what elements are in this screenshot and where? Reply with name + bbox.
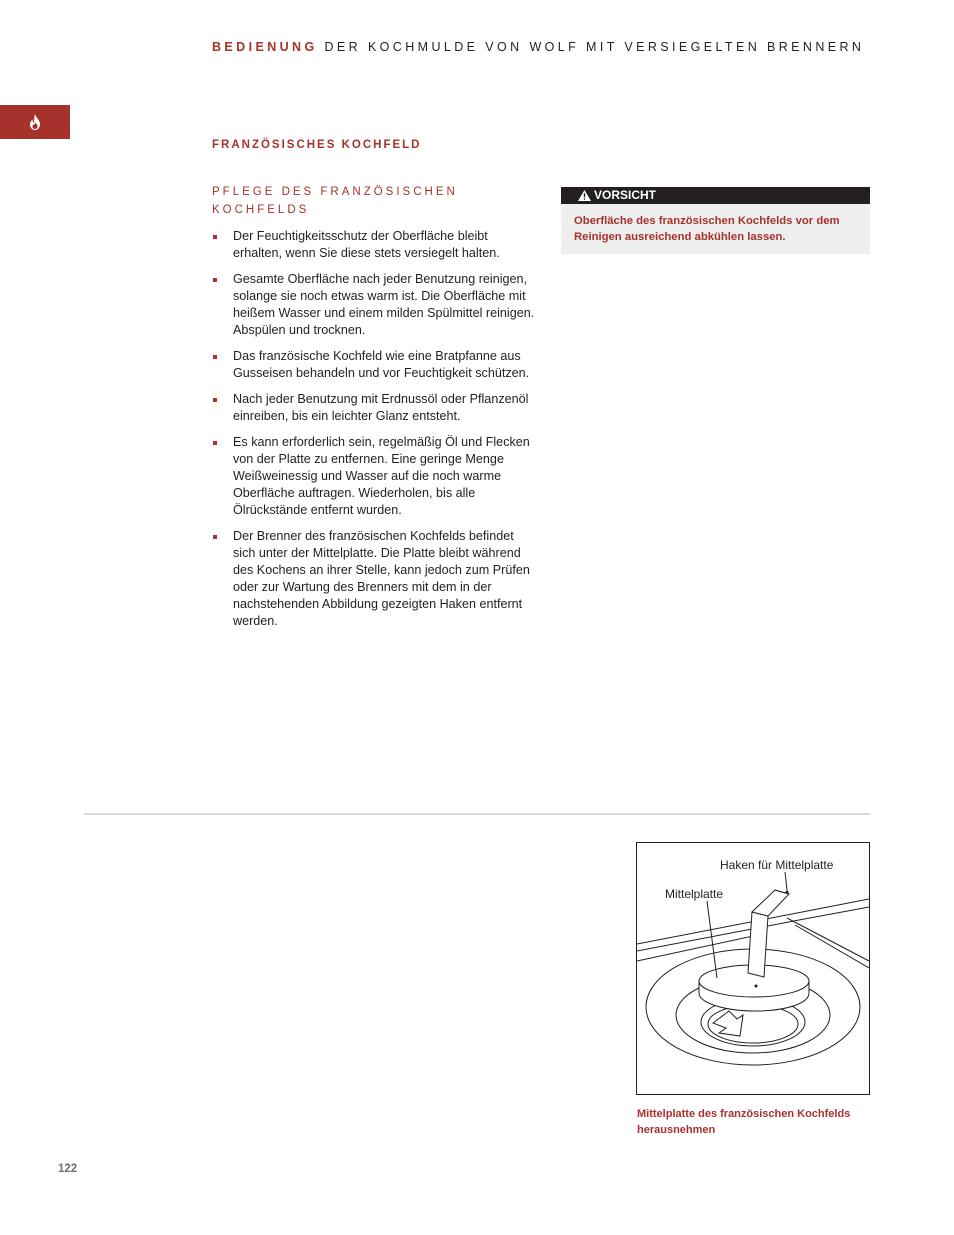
list-item-text: Nach jeder Benutzung mit Erdnussöl oder Pflanzenöl einreiben, bis ein leichter Glanz entsteht.: [233, 392, 529, 423]
list-item-text: Gesamte Oberfläche nach jeder Benutzung reinigen, solange sie noch etwas warm ist. Die Oberfläche mit heißem Wasser und einem milden Spülmittel reinigen. Abspülen und trocknen.: [233, 272, 535, 337]
figure-caption: Mittelplatte des französischen Kochfelds herausnehmen: [637, 1108, 851, 1136]
bullet-icon: [213, 355, 217, 359]
bullet-icon: [213, 235, 217, 239]
list-item: [212, 528, 537, 630]
list-item: [212, 434, 537, 519]
header-accent: BEDIENUNG: [212, 40, 318, 54]
bullet-icon: [213, 441, 217, 445]
list-item: [212, 348, 537, 382]
illustration: [636, 842, 870, 1095]
running-header: [212, 40, 912, 54]
center-plate-illustration: [637, 843, 869, 1094]
bullet-icon: [213, 398, 217, 402]
label-plate: Mittelplatte: [665, 887, 724, 901]
page-number: 122: [58, 1163, 78, 1175]
list-item: [212, 271, 537, 339]
list-item-text: Es kann erforderlich sein, regelmäßig Öl und Flecken von der Platte zu entfernen. Eine geringe Menge Weißweinessig und Wasser auf die noch warme Oberfläche auftragen. Wiederholen, bis alle Ölrückstände entfernt wurden.: [233, 435, 530, 517]
warning-icon: [578, 190, 591, 201]
section-title: FRANZÖSISCHES KOCHFELD: [212, 139, 422, 151]
list-item-text: Der Brenner des französischen Kochfelds befindet sich unter der Mittelplatte. Die Platte bleibt während des Kochens an ihrer Stelle, kann jedoch zum Prüfen oder zur Wartung des Brenners mit dem in der nachstehenden Abbildung gezeigten Haken entfernt werden.: [233, 529, 530, 628]
list-item: [212, 228, 537, 262]
bullet-icon: [213, 278, 217, 282]
divider: [84, 813, 870, 815]
label-hook: Haken für Mittelplatte: [720, 858, 834, 872]
list-item-text: Das französische Kochfeld wie eine Bratpfanne aus Gusseisen behandeln und vor Feuchtigkeit schützen.: [233, 349, 530, 380]
list-item: [212, 391, 537, 425]
caution-label: VORSICHT: [594, 188, 657, 202]
bullet-icon: [213, 535, 217, 539]
flame-icon: [28, 114, 42, 130]
bullet-list: [212, 228, 537, 639]
sub-title: PFLEGE DES FRANZÖSISCHEN KOCHFELDS: [212, 186, 458, 216]
header-title: DER KOCHMULDE VON WOLF MIT VERSIEGELTEN BRENNERN: [324, 40, 865, 54]
caution-box: [561, 187, 870, 254]
caution-text: Oberfläche des französischen Kochfelds vor dem Reinigen ausreichend abkühlen lassen.: [574, 215, 840, 243]
caution-header: [561, 187, 870, 204]
section-tab: [0, 105, 70, 139]
list-item-text: Der Feuchtigkeitsschutz der Oberfläche bleibt erhalten, wenn Sie diese stets versiegelt halten.: [233, 229, 500, 260]
